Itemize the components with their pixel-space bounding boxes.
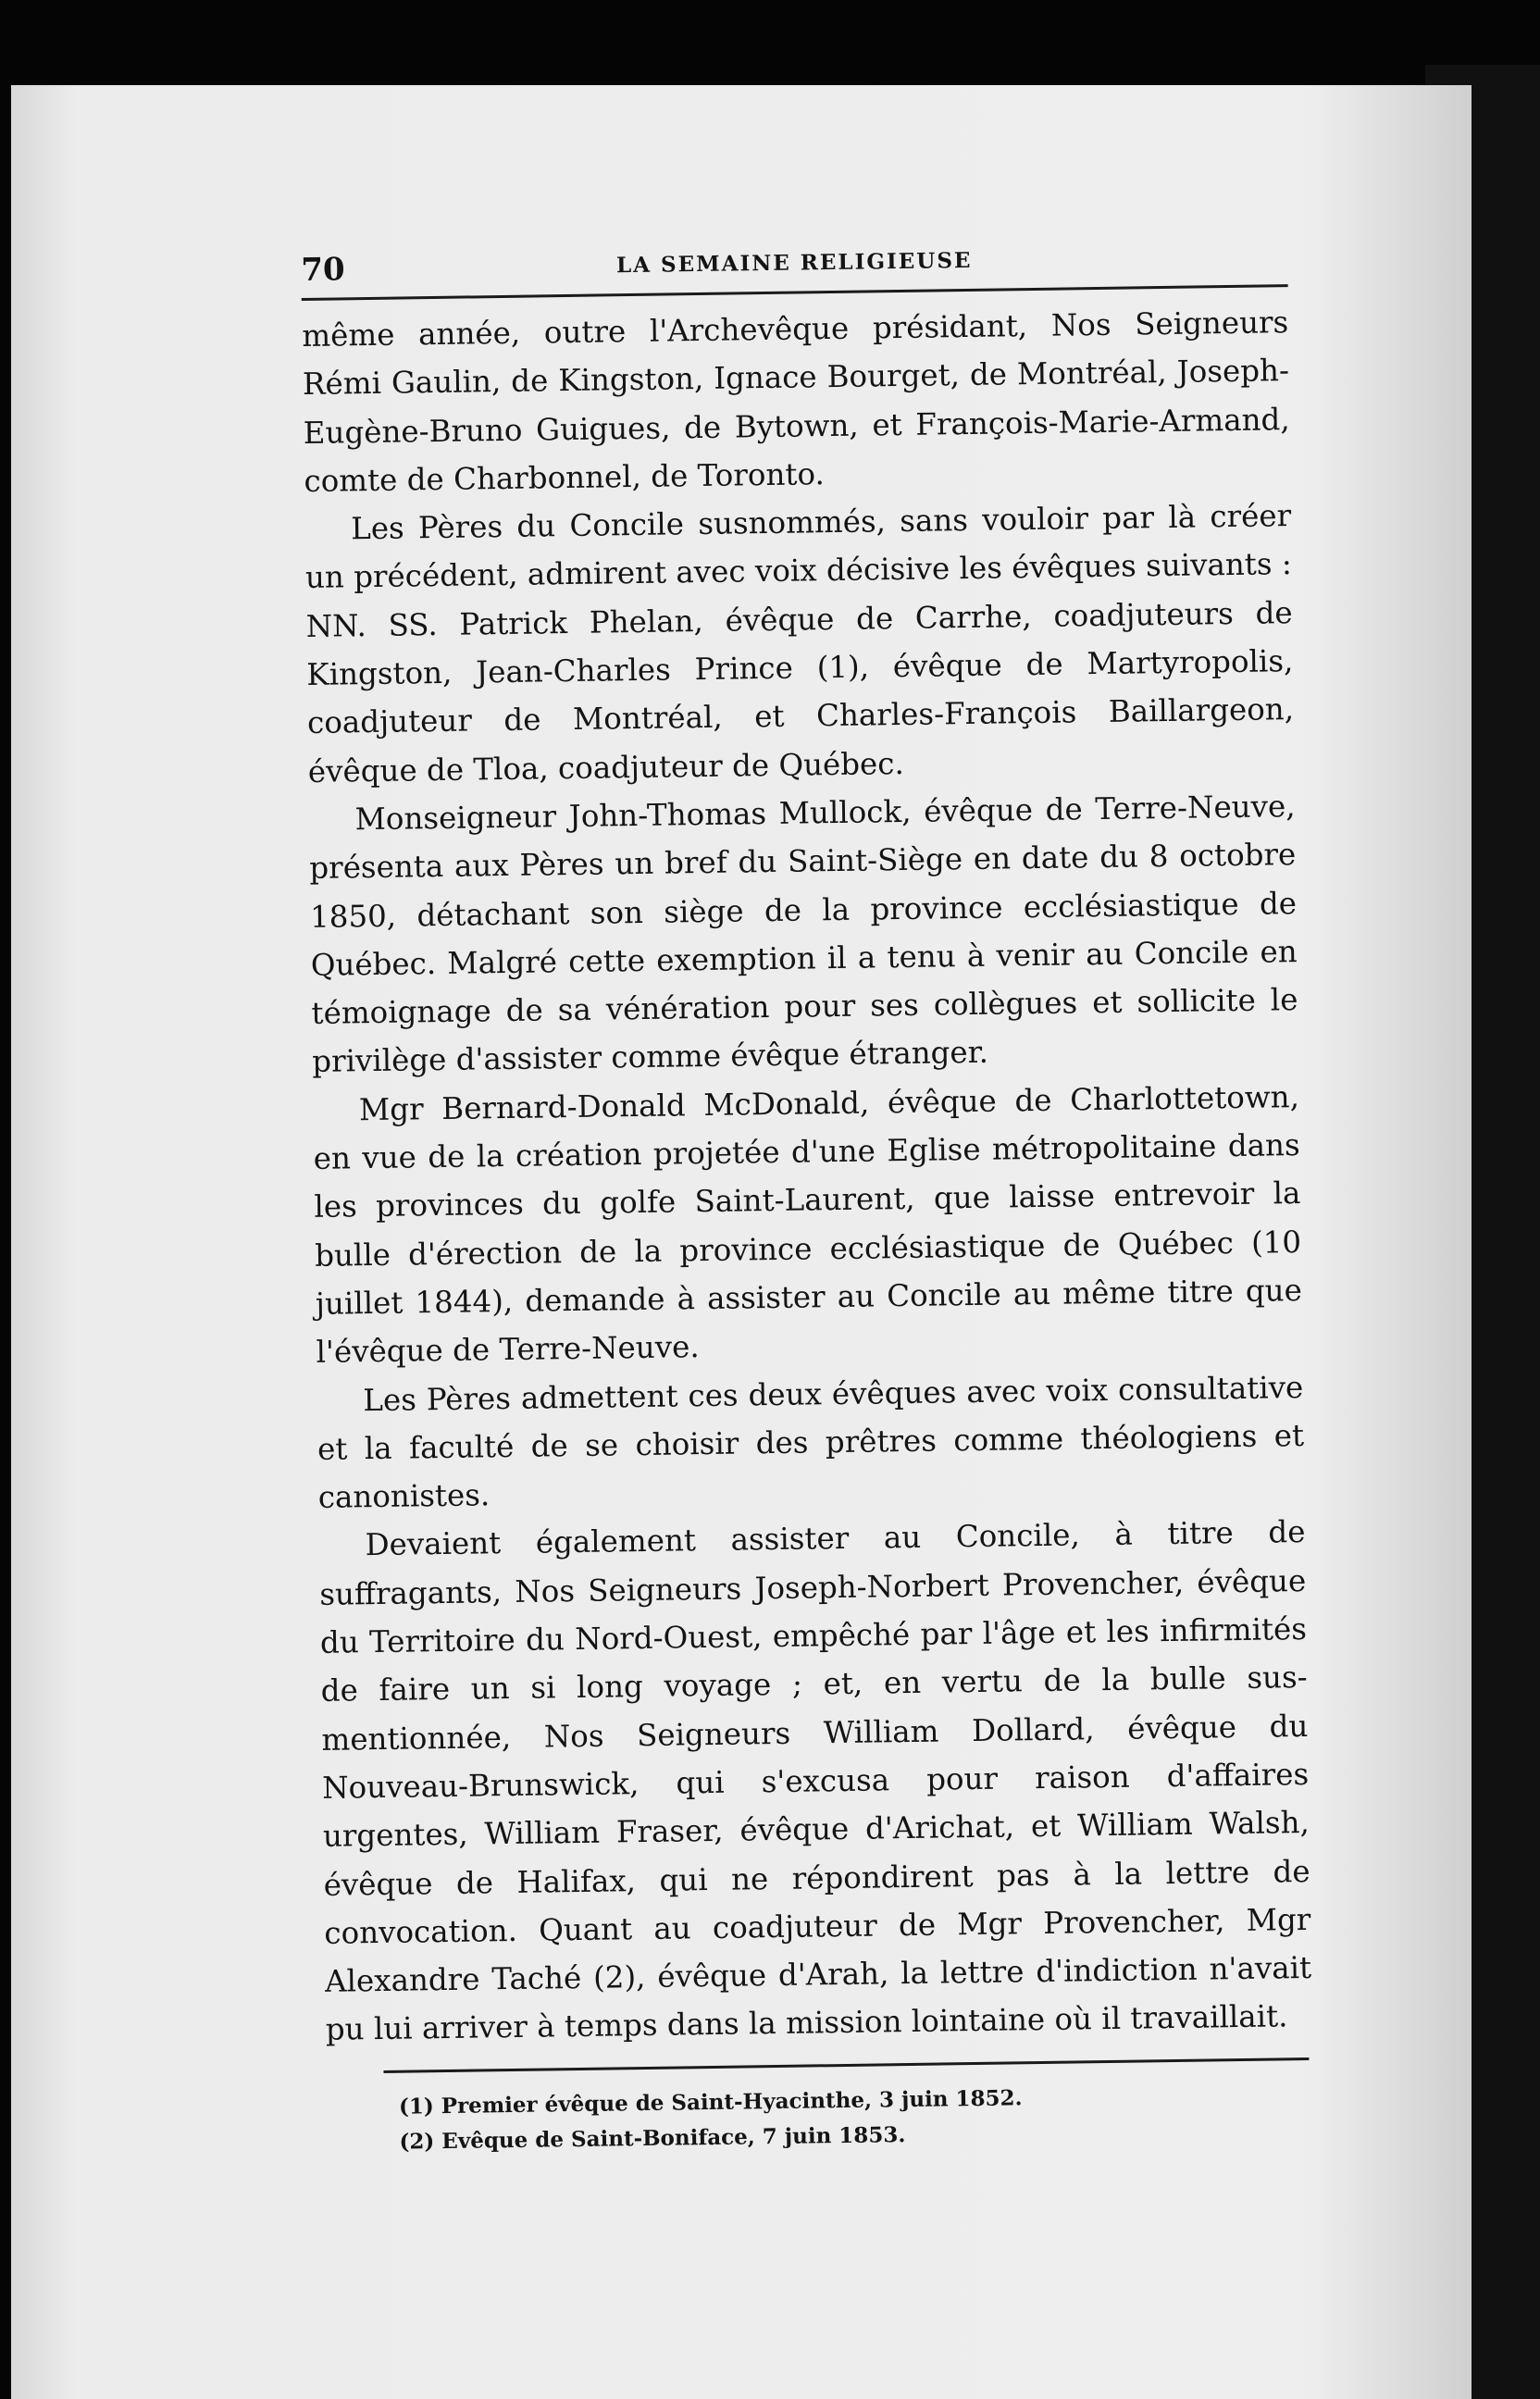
running-title: LA SEMAINE RELIGIEUSE: [615, 247, 973, 279]
book-page: [11, 85, 1472, 2399]
paragraph-2: Les Pères du Concile susnommés, sans vouloir par là créer un précédent, admirent avec voix décisive les évêques suivants : NN. SS. Patrick Phelan, évêque de Carrhe, coadjuteurs de Kingston, Jean-Charles Prince (1), évêque de Martyropolis, coadjuteur de Montréal, et Charles-François Baillargeon, évêque de Tloa, coadjuteur de Québec.: [304, 498, 1295, 789]
paragraph-3: Monseigneur John-Thomas Mullock, évêque de Terre-Neuve, présenta aux Pères un bref du Saint-Siège en date du 8 octobre 1850, détachant son siège de la province ecclésiastique de Québec. Malgré cette exemption il a tenu à venir au Concile en témoignage de sa vénération pour ses collègues et sollicite le privilège d'assister comme évêque étranger.: [309, 789, 1298, 1080]
page-number: 70: [301, 251, 345, 289]
paragraph-6: Devaient également assister au Concile, à titre de suffragants, Nos Seigneurs Joseph-Norbert Provencher, évêque du Territoire du Nord-Ouest, empêché par l'âge et les infirmités de faire un si long voyage ; et, en vertu de la bulle sus-mentionnée, Nos Seigneurs William Dollard, évêque du Nouveau-Brunswick, qui s'excusa pour raison d'affaires urgentes, William Fraser, évêque d'Arichat, et William Walsh, évêque de Halifax, qui ne répondirent pas à la lettre de convocation. Quant au coadjuteur de Mgr Provencher, Mgr Alexandre Taché (2), évêque d'Arah, la lettre d'indiction n'avait pu lui arriver à temps dans la mission lointaine où il travaillait.: [319, 1514, 1312, 2048]
footnotes: [399, 2077, 1314, 2160]
paragraph-5: Les Pères admettent ces deux évêques avec voix consultative et la faculté de se choisir des prêtres comme théologiens et canonistes.: [317, 1369, 1305, 1515]
body-text: [302, 298, 1312, 2054]
paragraph-4: Mgr Bernard-Donald McDonald, évêque de Charlottetown, en vue de la création projetée d'une Eglise métropolitaine dans les provinces du golfe Saint-Laurent, que laisse entrevoir la bulle d'érection de la province ecclésiastique de Québec (10 juillet 1844), demande à assister au Concile au même titre que l'évêque de Terre-Neuve.: [313, 1078, 1303, 1371]
footnote-separator: [383, 2057, 1309, 2073]
paragraph-1: même année, outre l'Archevêque présidant, Nos Seigneurs Rémi Gaulin, de Kingston, Ignace Bourget, de Montréal, Joseph-Eugène-Bruno Guigues, de Bytown, et François-Marie-Armand, comte de Charbonnel, de Toronto.: [302, 305, 1290, 499]
footnote-1: (1) Premier évêque de Saint-Hyacinthe, 3 juin 1852.: [398, 2084, 1023, 2119]
footnote-2: (2) Evêque de Saint-Boniface, 7 juin 1853.: [399, 2121, 906, 2155]
running-header: [301, 236, 1288, 301]
page-content: [301, 236, 1314, 2160]
